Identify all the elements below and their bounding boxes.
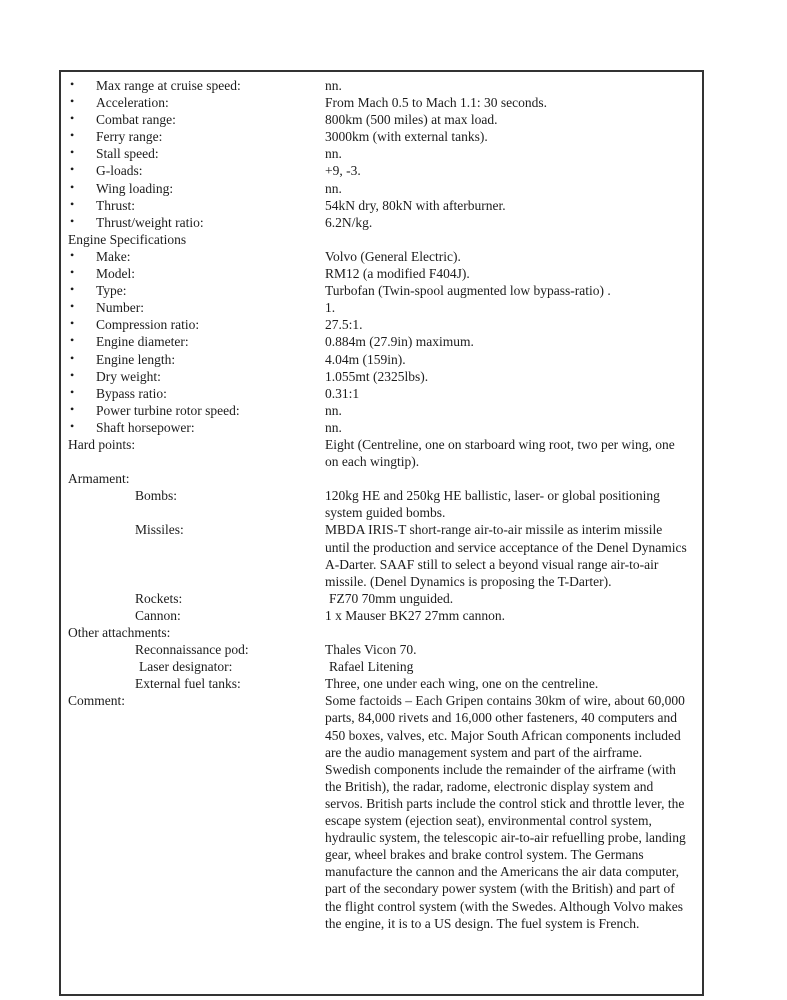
spec-value: 1 x Mauser BK27 27mm cannon.	[325, 607, 505, 623]
spec-row	[61, 162, 702, 179]
spec-label: Hard points:	[68, 436, 136, 452]
spec-value: RM12 (a modified F404J).	[325, 266, 470, 282]
spec-value: +9, -3.	[325, 163, 361, 179]
spec-label: • Compression ratio:	[70, 316, 200, 333]
spec-row	[61, 675, 702, 692]
spec-row	[61, 248, 702, 265]
bullet-icon: •	[70, 247, 75, 262]
spec-label: • Thrust:	[70, 196, 135, 213]
bullet-icon: •	[70, 350, 75, 365]
spec-value: 1.055mt (2325lbs).	[325, 368, 429, 384]
spec-label: • Stall speed:	[70, 145, 159, 162]
spec-value: Thales Vicon 70.	[325, 642, 417, 658]
spec-row	[61, 419, 702, 436]
spec-row	[61, 197, 702, 214]
spec-value: FZ70 70mm unguided.	[329, 590, 454, 606]
spec-label: • Thrust/weight ratio:	[70, 213, 204, 230]
spec-row	[61, 487, 702, 521]
spec-label: External fuel tanks:	[135, 676, 241, 692]
spec-row	[61, 77, 702, 94]
bullet-icon: •	[70, 418, 75, 433]
bullet-icon: •	[70, 401, 75, 416]
spec-value: 0.884m (27.9in) maximum.	[325, 334, 474, 350]
spec-label: • Acceleration:	[70, 94, 169, 111]
spec-value: 4.04m (159in).	[325, 351, 406, 367]
spec-row	[61, 521, 702, 589]
spec-label: • Wing loading:	[70, 179, 174, 196]
spec-row	[61, 214, 702, 231]
spec-row	[61, 265, 702, 282]
spec-value: Turbofan (Twin-spool augmented low bypass-ratio) .	[325, 283, 611, 299]
spec-value: 1.	[325, 300, 336, 316]
spec-row	[61, 641, 702, 658]
spec-value: 6.2N/kg.	[325, 214, 373, 230]
spec-value: 800km (500 miles) at max load.	[325, 112, 498, 128]
spec-value: 120kg HE and 250kg HE ballistic, laser- or global positioning system guided bombs.	[325, 488, 660, 521]
bullet-icon: •	[70, 128, 75, 143]
spec-row	[61, 282, 702, 299]
bullet-icon: •	[70, 316, 75, 331]
spec-label: Laser designator:	[139, 659, 233, 675]
spec-row	[61, 145, 702, 162]
spec-label: • Engine length:	[70, 350, 176, 367]
spec-row	[61, 231, 702, 248]
spec-value: From Mach 0.5 to Mach 1.1: 30 seconds.	[325, 95, 547, 111]
spec-value: Rafael Litening	[329, 659, 414, 675]
spec-label: Other attachments:	[68, 625, 171, 640]
bullet-icon: •	[70, 213, 75, 228]
spec-row	[61, 316, 702, 333]
bullet-icon: •	[70, 94, 75, 109]
spec-value: 0.31:1	[325, 385, 360, 401]
spec-value: nn.	[325, 419, 342, 435]
spec-label: Engine Specifications	[68, 231, 187, 247]
bullet-icon: •	[70, 77, 75, 91]
spec-row	[61, 333, 702, 350]
spec-row	[61, 368, 702, 385]
spec-label: • Type:	[70, 282, 127, 299]
spec-label: • Number:	[70, 299, 144, 316]
spec-row	[61, 436, 702, 470]
spec-label: • Bypass ratio:	[70, 384, 167, 401]
bullet-icon: •	[70, 179, 75, 194]
spec-label: Armament:	[68, 471, 130, 487]
specification-table-cell	[59, 70, 704, 996]
spec-value: 27.5:1.	[325, 317, 363, 333]
spec-row	[61, 299, 702, 316]
bullet-icon: •	[70, 162, 75, 177]
spec-row	[61, 607, 702, 624]
bullet-icon: •	[70, 299, 75, 314]
spec-label: Bombs:	[135, 488, 178, 504]
spec-label: • Ferry range:	[70, 128, 163, 145]
spec-value: 3000km (with external tanks).	[325, 129, 488, 145]
spec-label: • Engine diameter:	[70, 333, 189, 350]
spec-row	[61, 624, 702, 641]
spec-row	[61, 111, 702, 128]
bullet-icon: •	[70, 145, 75, 160]
spec-row	[61, 351, 702, 368]
spec-row	[61, 590, 702, 607]
spec-value: nn.	[325, 180, 342, 196]
bullet-icon: •	[70, 196, 75, 211]
spec-label: Missiles:	[135, 522, 184, 538]
spec-label: • Max range at cruise speed:	[70, 77, 241, 93]
spec-label: • Shaft horsepower:	[70, 418, 195, 435]
spec-row	[61, 692, 702, 931]
spec-row	[61, 470, 702, 487]
spec-label: • Model:	[70, 265, 135, 282]
spec-row	[61, 128, 702, 145]
spec-value: nn.	[325, 146, 342, 162]
spec-label: • Combat range:	[70, 111, 176, 128]
bullet-icon: •	[70, 282, 75, 297]
bullet-icon: •	[70, 265, 75, 280]
spec-label: Rockets:	[135, 590, 183, 606]
spec-value: MBDA IRIS-T short-range air-to-air missile as interim missile until the production and service acceptance of the Denel Dynamics A-Darter. SAAF still to select a beyond visual range air-to-air missile. (Denel Dynamics is proposing the T-Darter).	[325, 522, 687, 589]
spec-value: Volvo (General Electric).	[325, 248, 461, 264]
spec-value: Three, one under each wing, one on the centreline.	[325, 676, 599, 692]
bullet-icon: •	[70, 384, 75, 399]
spec-value: nn.	[325, 78, 342, 93]
spec-value: 54kN dry, 80kN with afterburner.	[325, 197, 506, 213]
spec-label: • Power turbine rotor speed:	[70, 401, 240, 418]
bullet-icon: •	[70, 333, 75, 348]
spec-label: Comment:	[68, 693, 125, 709]
spec-label: • Dry weight:	[70, 367, 161, 384]
spec-label: Reconnaissance pod:	[135, 642, 249, 658]
spec-row	[61, 402, 702, 419]
spec-value: Eight (Centreline, one on starboard wing root, two per wing, one on each wingtip).	[325, 436, 675, 470]
spec-label: Cannon:	[135, 607, 181, 623]
spec-row	[61, 385, 702, 402]
spec-value: nn.	[325, 402, 342, 418]
spec-row	[61, 94, 702, 111]
spec-value: Some factoids – Each Gripen contains 30km of wire, about 60,000 parts, 84,000 rivets and 16,000 other fasteners, 40 computers and 450 boxes, valves, etc. Major South African components included are the audio management system and part of the airframe. Swedish components include the remainder of the airframe (with the British), the radar, radome, electronic display system and servos. British parts include the control stick and throttle lever, the escape system (ejection seat), environmental control system, hydraulic system, the telescopic air-to-air refuelling probe, landing gear, wheel brakes and brake control system. The Germans manufacture the cannon and the Americans the air data computer, part of the secondary power system (with the British) and part of the flight control system (with the Swedes. Although Volvo makes the engine, it is to a US design. The fuel system is French.	[325, 693, 686, 931]
spec-row	[61, 180, 702, 197]
spec-label: • G-loads:	[70, 162, 143, 179]
spec-rows-container	[61, 77, 702, 932]
spec-row	[61, 658, 702, 675]
bullet-icon: •	[70, 367, 75, 382]
bullet-icon: •	[70, 111, 75, 126]
spec-label: • Make:	[70, 247, 131, 264]
